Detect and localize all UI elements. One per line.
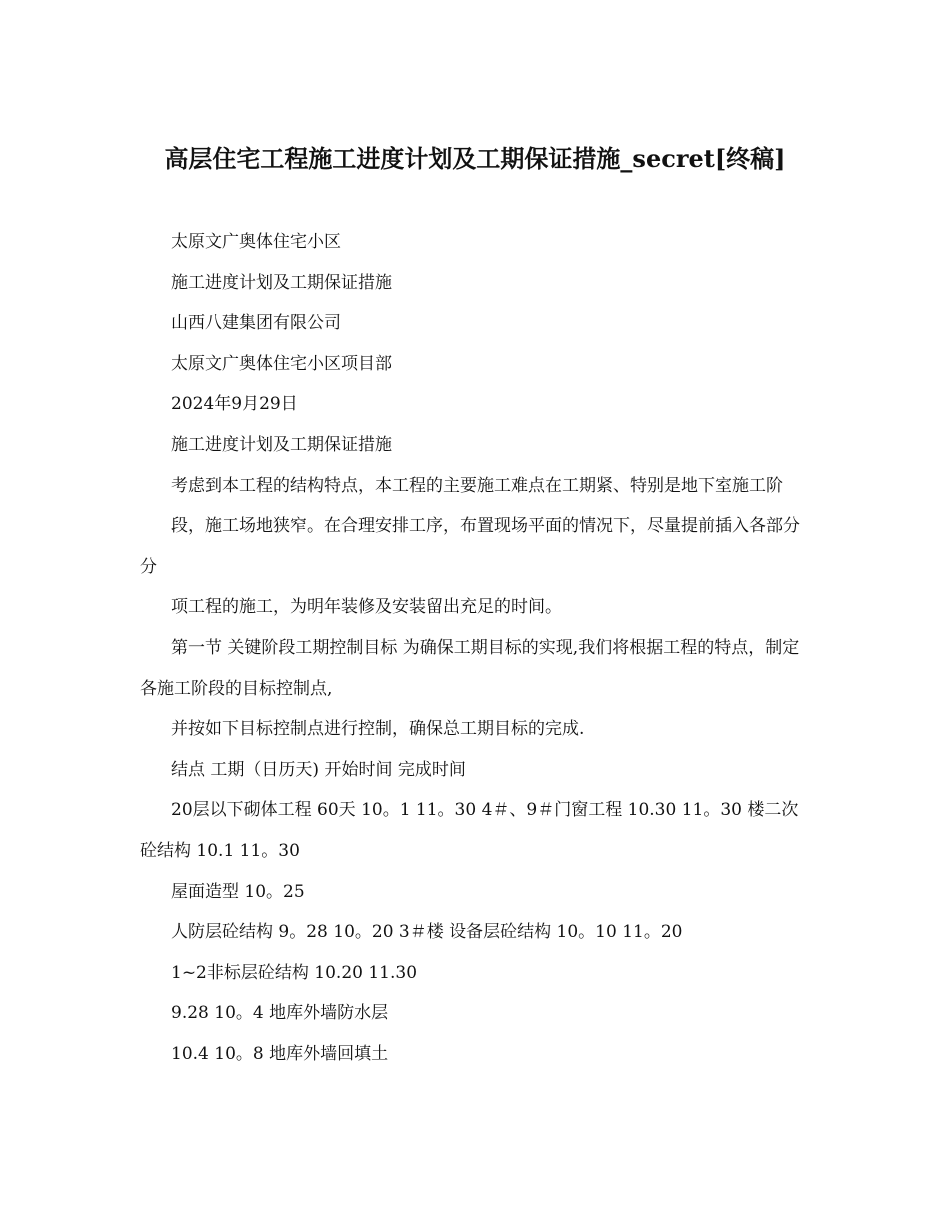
document-body <box>140 222 808 1074</box>
paragraph-table-row: 1~2非标层砼结构 10.20 11.30 <box>171 962 418 983</box>
paragraph-table-row: 9.28 10。4 地库外墙防水层 <box>171 1003 389 1024</box>
paragraph-date: 2024年9月29日 <box>171 394 298 415</box>
paragraph-company: 山西八建集团有限公司 <box>171 313 341 334</box>
paragraph-table-row: 20层以下砌体工程 60天 10。1 11。30 4＃、9＃门窗工程 10.30 11。30 楼二次砼结构 10.1 11。30 <box>140 800 799 861</box>
paragraph-table-row: 10.4 10。8 地库外墙回填土 <box>171 1043 389 1064</box>
paragraph-plan-title: 施工进度计划及工期保证措施 <box>171 272 392 293</box>
paragraph-body: 段，施工场地狭窄。在合理安排工序，布置现场平面的情况下，尽量提前插入各部分分 <box>140 516 800 577</box>
paragraph-table-header: 结点 工期（日历天) 开始时间 完成时间 <box>171 759 466 780</box>
paragraph-project-name: 太原文广奥体住宅小区 <box>171 232 341 252</box>
paragraph-section-1: 第一节 关键阶段工期控制目标 为确保工期目标的实现,我们将根据工程的特点，制定各施工阶段的目标控制点, <box>140 637 800 699</box>
paragraph-body: 项工程的施工，为明年装修及安装留出充足的时间。 <box>171 597 562 618</box>
paragraph-section-title: 施工进度计划及工期保证措施 <box>171 434 392 455</box>
paragraph-body: 考虑到本工程的结构特点，本工程的主要施工难点在工期紧、特别是地下室施工阶 <box>171 475 783 496</box>
paragraph-department: 太原文广奥体住宅小区项目部 <box>171 353 392 374</box>
paragraph-table-row: 人防层砼结构 9。28 10。20 3＃楼 设备层砼结构 10。10 11。20 <box>171 922 683 943</box>
paragraph-table-row: 屋面造型 10。25 <box>171 881 305 902</box>
document-title: 高层住宅工程施工进度计划及工期保证措施_secret[终稿] <box>164 144 786 173</box>
paragraph-body: 并按如下目标控制点进行控制，确保总工期目标的完成. <box>171 719 585 740</box>
